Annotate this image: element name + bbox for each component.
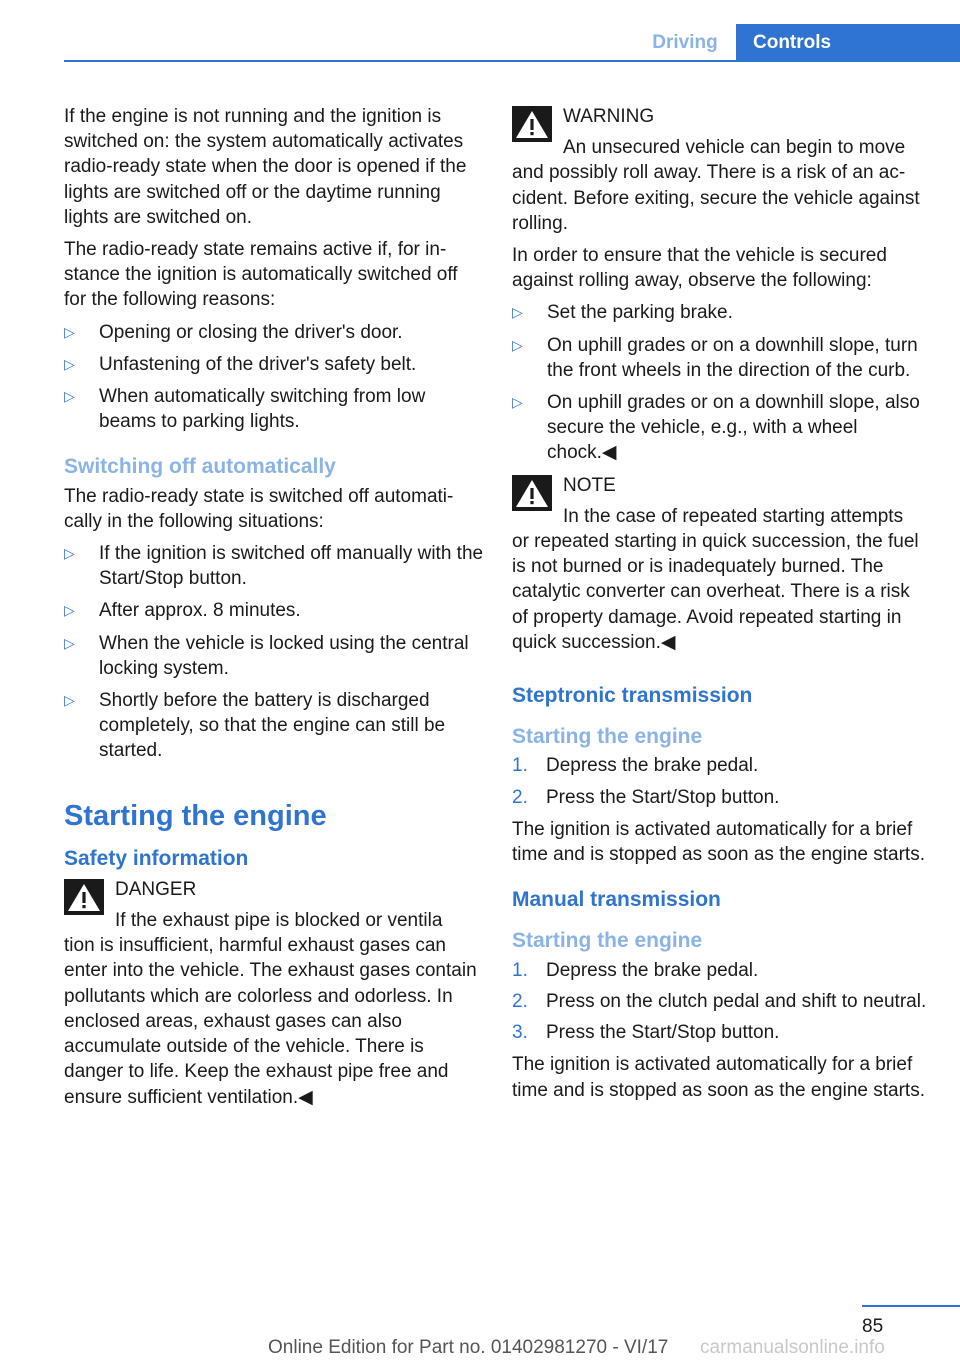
bullet-list xyxy=(512,300,930,465)
list-item-text: When the vehicle is locked using the central locking system. xyxy=(99,632,469,679)
triangle-bullet-icon: ▷ xyxy=(64,355,75,372)
tab-driving[interactable]: Driving xyxy=(652,32,718,53)
triangle-bullet-icon: ▷ xyxy=(64,545,75,562)
list-item xyxy=(64,631,484,681)
list-item-text: Press on the clutch pedal and shift to neutral. xyxy=(546,990,927,1012)
step-number: 1. xyxy=(512,755,528,777)
danger-text-first: If the exhaust pipe is blocked or ventila xyxy=(115,910,443,932)
bullet-list xyxy=(64,541,484,764)
heading-starting-engine: Starting the engine xyxy=(64,799,327,832)
left-column xyxy=(64,104,484,1117)
heading-manual-transmission: Manual transmission xyxy=(512,888,721,912)
triangle-bullet-icon: ▷ xyxy=(512,394,523,411)
triangle-bullet-icon: ▷ xyxy=(64,388,75,405)
warning-text: and possibly roll away. There is a risk of an accident. Before exiting, secure the vehicle against rolling. xyxy=(512,162,920,234)
bullet-list xyxy=(64,320,484,435)
triangle-bullet-icon: ▷ xyxy=(64,634,75,651)
numbered-list xyxy=(512,753,930,809)
heading-starting-engine-steptronic: Starting the engine xyxy=(512,725,703,749)
list-item-text: Depress the brake pedal. xyxy=(546,755,759,777)
list-item xyxy=(512,390,930,466)
warning-triangle-icon xyxy=(64,879,104,915)
warning-text-first: An unsecured vehicle can begin to move xyxy=(563,137,906,159)
list-item-text: Shortly before the battery is discharged completely, so that the engine can still be started. xyxy=(99,690,446,762)
paragraph: The radio-ready state is switched off automatically in the following situations: xyxy=(64,485,454,532)
watermark: carmanualsonline.info xyxy=(700,1337,885,1358)
right-column xyxy=(512,104,930,1110)
list-item xyxy=(512,300,930,325)
paragraph: If the engine is not running and the ignition is switched on: the system automatically activates radio-ready state when the door is opened if the lights are switched off or the daytime running lights are switched on. xyxy=(64,106,467,228)
list-item-text: If the ignition is switched off manually with the Start/Stop button. xyxy=(99,543,484,590)
step-number: 1. xyxy=(512,959,528,981)
list-item-text: Opening or closing the driver's door. xyxy=(99,321,403,343)
danger-notice xyxy=(64,877,484,1110)
danger-label: DANGER xyxy=(115,878,197,900)
list-item-text: When automatically switching from low beams to parking lights. xyxy=(99,386,426,433)
step-number: 2. xyxy=(512,990,528,1012)
step-number: 2. xyxy=(512,786,528,808)
heading-steptronic: Steptronic transmission xyxy=(512,684,753,708)
triangle-bullet-icon: ▷ xyxy=(512,304,523,321)
paragraph: In order to ensure that the vehicle is secured against rolling away, observe the following: xyxy=(512,245,887,292)
footer-rule xyxy=(862,1305,960,1307)
list-item xyxy=(512,989,930,1014)
triangle-bullet-icon: ▷ xyxy=(64,602,75,619)
list-item xyxy=(64,688,484,764)
list-item xyxy=(512,1020,930,1045)
note-notice xyxy=(512,473,930,655)
list-item xyxy=(64,598,484,623)
note-label: NOTE xyxy=(563,474,616,496)
list-item-text: On uphill grades or on a downhill slope, turn the front wheels in the direction of the curb. xyxy=(547,334,918,381)
list-item-text: Depress the brake pedal. xyxy=(546,959,759,981)
numbered-list xyxy=(512,958,930,1046)
page-header xyxy=(0,24,960,62)
list-item-text: After approx. 8 minutes. xyxy=(99,600,301,622)
list-item-text: Press the Start/Stop button. xyxy=(546,786,780,808)
list-item xyxy=(64,384,484,434)
list-item xyxy=(64,541,484,591)
list-item xyxy=(512,753,930,778)
triangle-bullet-icon: ▷ xyxy=(512,336,523,353)
caution-triangle-icon xyxy=(512,475,552,511)
list-item xyxy=(512,958,930,983)
heading-safety-information: Safety information xyxy=(64,846,249,870)
list-item-text: On uphill grades or on a downhill slope, also secure the vehicle, e.g., with a wheel chock.◀ xyxy=(547,392,920,464)
paragraph: The ignition is activated automatically for a brief time and is stopped as soon as the engine starts. xyxy=(512,818,925,866)
warning-label: WARNING xyxy=(563,106,655,127)
note-text: or repeated starting in quick succession, the fuel is not burned or is inadequately burned. The catalytic converter can overheat. There is a risk of property damage. Avoid repeated starting in quick succession.◀ xyxy=(512,531,919,653)
paragraph: The ignition is activated automatically for a brief time and is stopped as soon as the engine starts. xyxy=(512,1054,925,1101)
tab-controls[interactable]: Controls xyxy=(736,24,960,62)
list-item-text: Unfastening of the driver's safety belt. xyxy=(99,353,417,375)
triangle-bullet-icon: ▷ xyxy=(64,323,75,340)
header-rule xyxy=(64,60,960,62)
list-item-text: Set the parking brake. xyxy=(547,302,733,324)
list-item-text: Press the Start/Stop button. xyxy=(546,1022,780,1044)
danger-text: tion is insufficient, harmful exhaust gases can enter into the vehicle. The exhaust gases contain pollutants which are colorless and odorless. In enclosed areas, exhaust gases can also accumulate outside of the vehicle. There is danger to life. Keep the exhaust pipe free and ensure sufficient ventilation.◀ xyxy=(64,935,477,1108)
note-text-first: In the case of repeated starting attempts xyxy=(563,505,904,527)
list-item xyxy=(64,320,484,345)
heading-switching-off: Switching off automatically xyxy=(64,455,336,479)
list-item xyxy=(512,333,930,383)
warning-triangle-icon xyxy=(512,106,552,142)
edition-line: Online Edition for Part no. 01402981270 - VI/17 xyxy=(268,1337,669,1358)
warning-notice xyxy=(512,104,930,236)
triangle-bullet-icon: ▷ xyxy=(64,692,75,709)
list-item xyxy=(512,785,930,810)
heading-starting-engine-manual: Starting the engine xyxy=(512,929,703,953)
page-number: 85 xyxy=(862,1316,884,1337)
list-item xyxy=(64,352,484,377)
paragraph: The radio-ready state remains active if, for instance the ignition is automatically switched off for the following reasons: xyxy=(64,239,458,311)
step-number: 3. xyxy=(512,1022,528,1044)
